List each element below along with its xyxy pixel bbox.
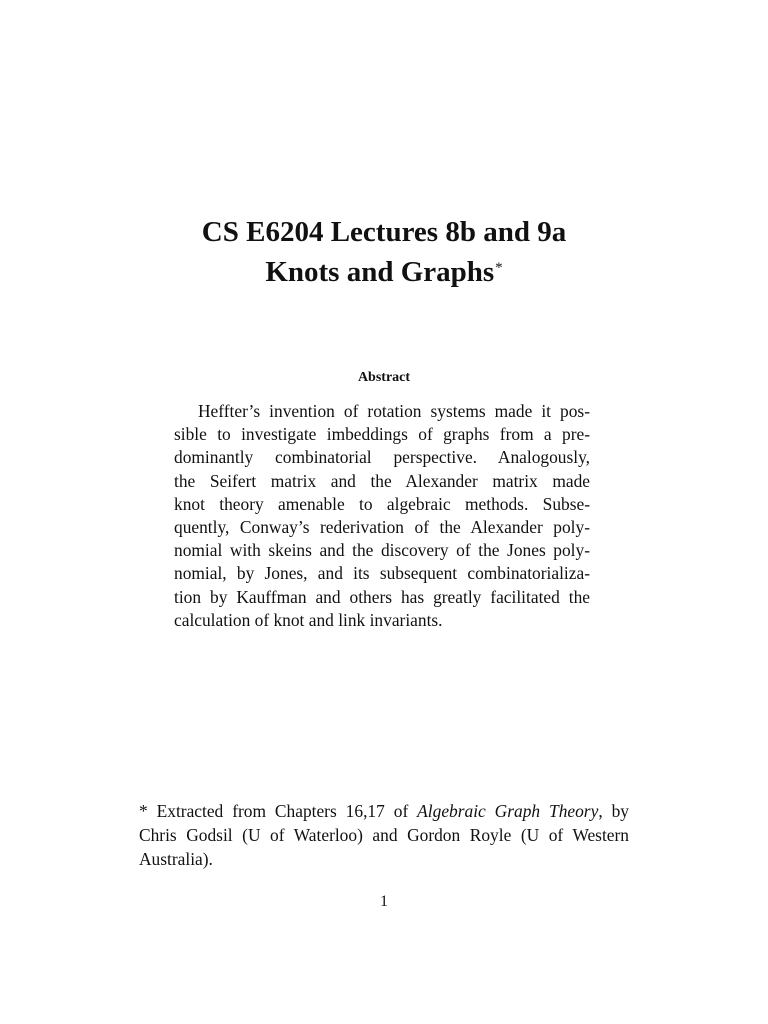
footnote-book-title: Algebraic Graph Theory xyxy=(417,801,599,821)
abstract-line: dominantly combinatorial perspective. Analogously, xyxy=(174,447,590,468)
abstract-line: Heffter’s invention of rotation systems made it pos- xyxy=(198,401,590,421)
title-line-2 xyxy=(0,252,768,292)
abstract-heading: Abstract xyxy=(357,370,411,385)
footnote-line-3: Australia). xyxy=(139,849,213,869)
footnote xyxy=(139,799,629,871)
page-number: 1 xyxy=(380,893,388,910)
abstract-line: quently, Conway’s rederivation of the Alexander poly- xyxy=(174,517,590,538)
footnote-suffix: , by xyxy=(598,801,629,821)
abstract-line: tion by Kauffman and others has greatly facilitated the xyxy=(174,586,590,607)
title-line-1: CS E6204 Lectures 8b and 9a xyxy=(201,216,567,248)
abstract-line: the Seifert matrix and the Alexander matrix made xyxy=(174,470,590,491)
title-footnote-marker: * xyxy=(495,260,503,276)
abstract-line: sible to investigate imbeddings of graphs from a pre- xyxy=(174,424,590,445)
abstract-line: nomial, by Jones, and its subsequent combinatorializa- xyxy=(174,563,590,584)
footnote-line-2: Chris Godsil (U of Waterloo) and Gordon Royle (U of Western xyxy=(139,825,629,845)
abstract-line: nomial with skeins and the discovery of the Jones poly- xyxy=(174,540,590,561)
document-title xyxy=(0,212,768,292)
abstract-body xyxy=(174,400,590,632)
title-line-2-text: Knots and Graphs xyxy=(265,256,495,288)
footnote-prefix: * Extracted from Chapters 16,17 of xyxy=(139,801,418,821)
abstract-line: knot theory amenable to algebraic methods. Subse- xyxy=(174,493,590,514)
abstract-line: calculation of knot and link invariants. xyxy=(174,609,443,630)
footnote-line-1 xyxy=(139,799,629,823)
